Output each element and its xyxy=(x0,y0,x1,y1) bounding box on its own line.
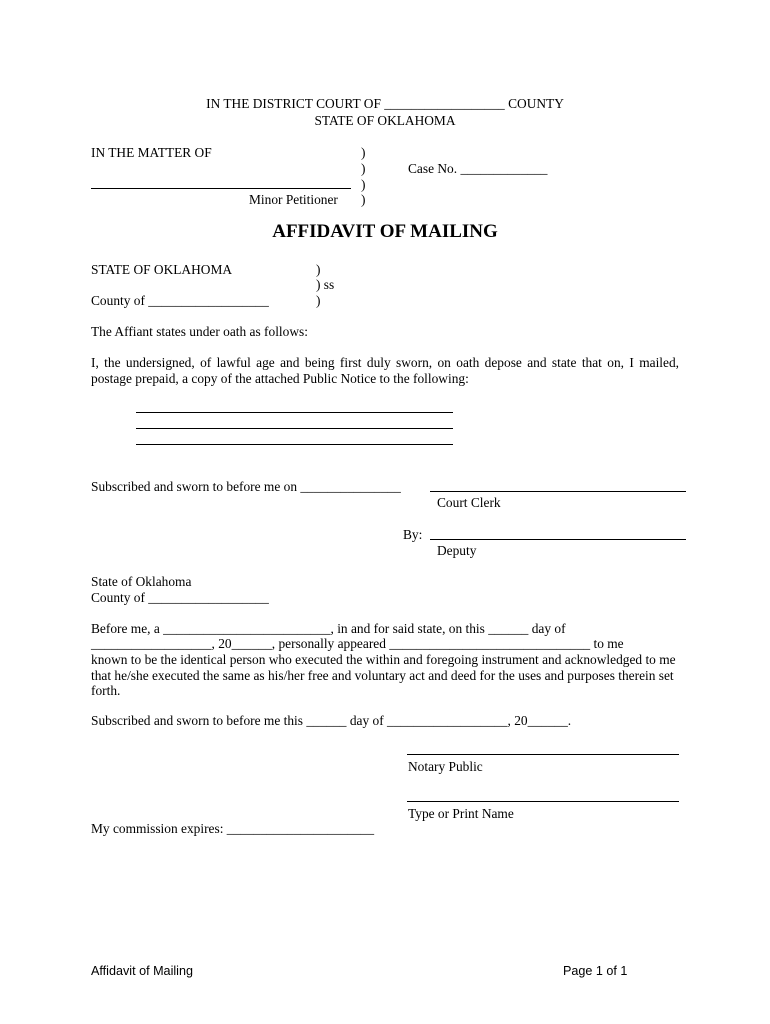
court-clerk-label: Court Clerk xyxy=(437,495,501,510)
deputy-signature-line xyxy=(430,539,686,540)
notary-public-label: Notary Public xyxy=(408,759,483,774)
case-number-field: Case No. _____________ xyxy=(408,161,548,176)
type-print-name-label: Type or Print Name xyxy=(408,806,514,821)
acknowledgment-line-1: Before me, a _________________________, in and for said state, on this ______ day of xyxy=(91,621,566,636)
venue-paren: ) xyxy=(316,262,321,277)
notary-state: State of Oklahoma xyxy=(91,574,192,589)
print-name-line xyxy=(407,801,679,802)
notary-county: County of __________________ xyxy=(91,590,269,605)
caption-paren: ) xyxy=(361,177,366,192)
notary-subscribed-line: Subscribed and sworn to before me this ______ day of __________________, 20______. xyxy=(91,713,572,728)
by-label: By: xyxy=(403,527,423,542)
venue-paren: ) xyxy=(316,293,321,308)
document-title: AFFIDAVIT OF MAILING xyxy=(272,221,498,242)
deputy-label: Deputy xyxy=(437,543,477,558)
court-heading: IN THE DISTRICT COURT OF __________________ COUNTY xyxy=(206,96,564,111)
caption-paren: ) xyxy=(361,192,366,207)
mailing-statement: I, the undersigned, of lawful age and being first duly sworn, on oath depose and state that on, I mailed, postage prepaid, a copy of the attached Public Notice to the following: xyxy=(91,355,679,386)
acknowledgment-text: known to be the identical person who executed the within and foregoing instrument and acknowledged to me that he/she executed the same as his/her free and voluntary act and deed for the uses and purposes therein set forth. xyxy=(91,652,676,698)
venue-state: STATE OF OKLAHOMA xyxy=(91,262,233,277)
venue-county: County of __________________ xyxy=(91,293,269,308)
clerk-subscribed-line: Subscribed and sworn to before me on _______________ xyxy=(91,479,401,494)
caption-paren: ) xyxy=(361,161,366,176)
petitioner-name-line xyxy=(91,188,351,189)
state-heading: STATE OF OKLAHOMA xyxy=(314,113,456,128)
footer-title: Affidavit of Mailing xyxy=(91,964,193,978)
affiant-statement: The Affiant states under oath as follows: xyxy=(91,324,308,339)
commission-expires: My commission expires: ______________________ xyxy=(91,821,375,836)
court-clerk-signature-line xyxy=(430,491,686,492)
acknowledgment-line-2: __________________, 20______, personally appeared ______________________________ to me xyxy=(91,636,624,651)
caption-paren: ) xyxy=(361,145,366,160)
minor-petitioner-label: Minor Petitioner xyxy=(249,192,338,207)
footer-page-number: Page 1 of 1 xyxy=(563,964,628,978)
recipient-line xyxy=(136,428,453,429)
recipient-line xyxy=(136,444,453,445)
matter-of-label: IN THE MATTER OF xyxy=(91,145,212,160)
notary-signature-line xyxy=(407,754,679,755)
recipient-line xyxy=(136,412,453,413)
venue-ss: ) ss xyxy=(316,277,335,292)
